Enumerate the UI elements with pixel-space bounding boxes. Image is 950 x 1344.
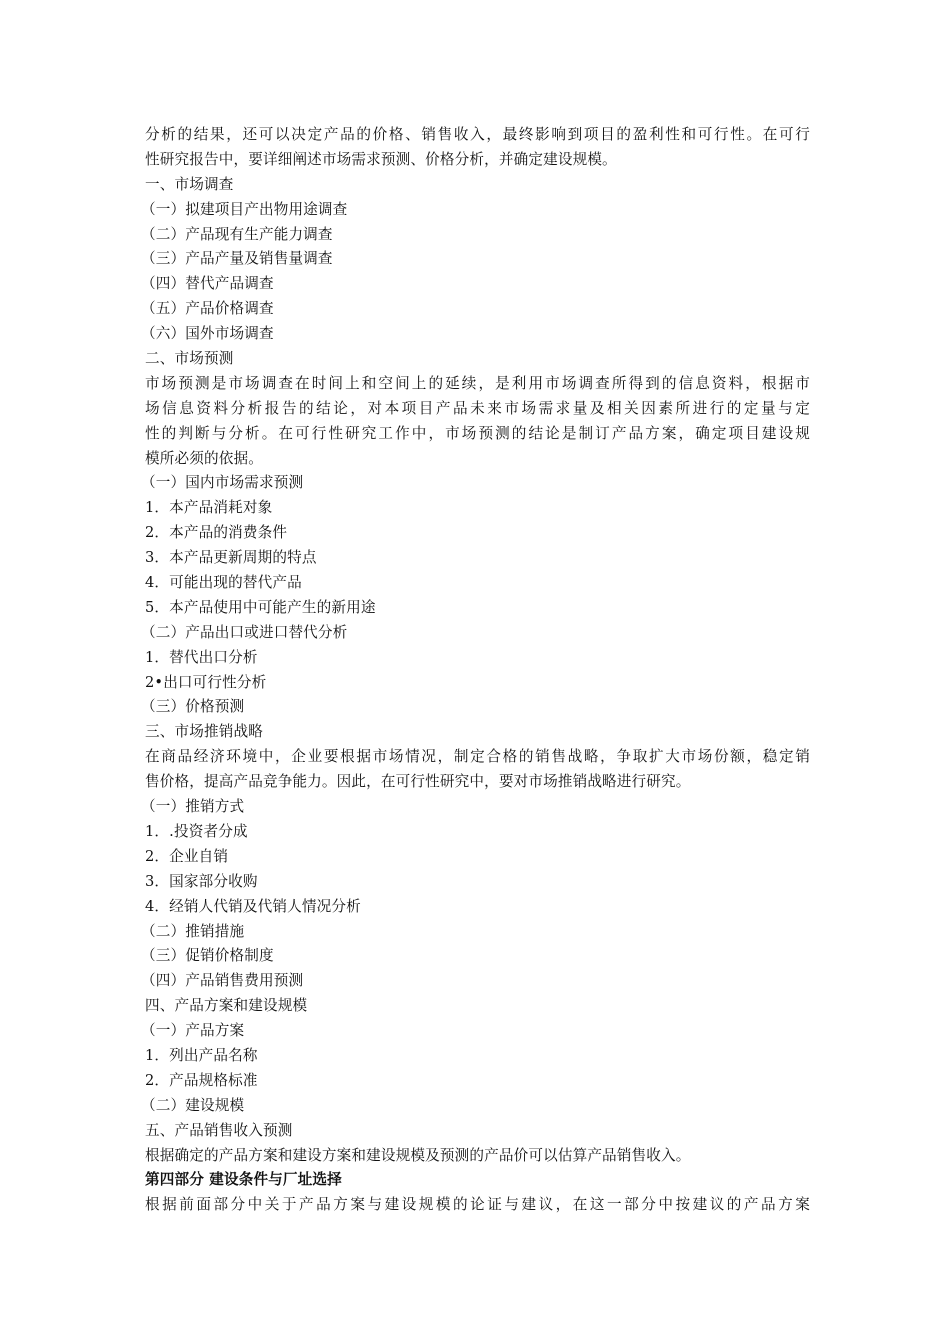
text-line: 2•出口可行性分析 — [145, 673, 267, 691]
text-line: 2．本产品的消费条件 — [145, 524, 288, 542]
text-line: 四、产品方案和建设规模 — [145, 997, 308, 1015]
subsection-item: （三）促销价格制度 — [141, 947, 274, 965]
text-line: 2．产品规格标准 — [145, 1071, 258, 1089]
text-line: 场信息资料分析报告的结论，对本项目产品未来市场需求量及相关因素所进行的定量与定 — [145, 399, 810, 417]
subsection-item: （一）推销方式 — [141, 798, 245, 816]
subsection-item: （六）国外市场调查 — [141, 325, 274, 343]
text-line: 三、市场推销战略 — [145, 723, 263, 741]
subsection-item: （四）替代产品调查 — [141, 275, 274, 293]
text-line: 4．经销人代销及代销人情况分析 — [145, 897, 361, 915]
subsection-item: （一）国内市场需求预测 — [141, 474, 304, 492]
text-line: 3．国家部分收购 — [145, 872, 258, 890]
text-line: 一、市场调查 — [145, 175, 234, 193]
subsection-item: （一）产品方案 — [141, 1022, 245, 1040]
text-line: 根据前面部分中关于产品方案与建设规模的论证与建议，在这一部分中按建议的产品方案 — [145, 1196, 810, 1214]
document-body — [141, 123, 810, 1218]
subsection-item: （五）产品价格调查 — [141, 300, 274, 318]
text-line: 4．可能出现的替代产品 — [145, 574, 302, 592]
subsection-item: （二）产品出口或进口替代分析 — [141, 623, 348, 641]
text-line: 模所必须的依据。 — [145, 449, 263, 467]
text-line: 在商品经济环境中，企业要根据市场情况，制定合格的销售战略，争取扩大市场份额，稳定销 — [145, 748, 810, 766]
subsection-item: （三）产品产量及销售量调查 — [141, 250, 333, 268]
text-line: 根据确定的产品方案和建设方案和建设规模及预测的产品价可以估算产品销售收入。 — [145, 1146, 691, 1164]
text-line: 3．本产品更新周期的特点 — [145, 549, 317, 567]
text-line: 市场预测是市场调查在时间上和空间上的延续，是利用市场调查所得到的信息资料，根据市 — [145, 374, 810, 392]
subsection-item: （三）价格预测 — [141, 698, 245, 716]
section-heading: 第四部分 建设条件与厂址选择 — [145, 1171, 342, 1189]
text-line: 分析的结果，还可以决定产品的价格、销售收入，最终影响到项目的盈利性和可行性。在可行 — [145, 126, 810, 143]
text-line: 1．列出产品名称 — [145, 1046, 258, 1064]
text-line: 1．替代出口分析 — [145, 648, 258, 666]
subsection-item: （一）拟建项目产出物用途调查 — [141, 200, 348, 218]
text-line: 1．本产品消耗对象 — [145, 499, 273, 517]
subsection-item: （二）推销措施 — [141, 922, 245, 940]
text-line: 二、市场预测 — [145, 350, 234, 368]
text-line: 售价格，提高产品竞争能力。因此，在可行性研究中，要对市场推销战略进行研究。 — [145, 773, 691, 791]
subsection-item: （二）产品现有生产能力调查 — [141, 225, 333, 243]
text-line: 五、产品销售收入预测 — [145, 1121, 293, 1139]
subsection-item: （四）产品销售费用预测 — [141, 972, 304, 990]
text-line: 性的判断与分析。在可行性研究工作中，市场预测的结论是制订产品方案，确定项目建设规 — [145, 424, 810, 442]
text-line: 2．企业自销 — [145, 847, 229, 865]
subsection-item: （二）建设规模 — [141, 1096, 245, 1114]
text-line: 1．.投资者分成 — [145, 822, 248, 840]
text-line: 性研究报告中，要详细阐述市场需求预测、价格分析，并确定建设规模。 — [145, 150, 617, 168]
text-line: 5．本产品使用中可能产生的新用途 — [145, 598, 376, 616]
